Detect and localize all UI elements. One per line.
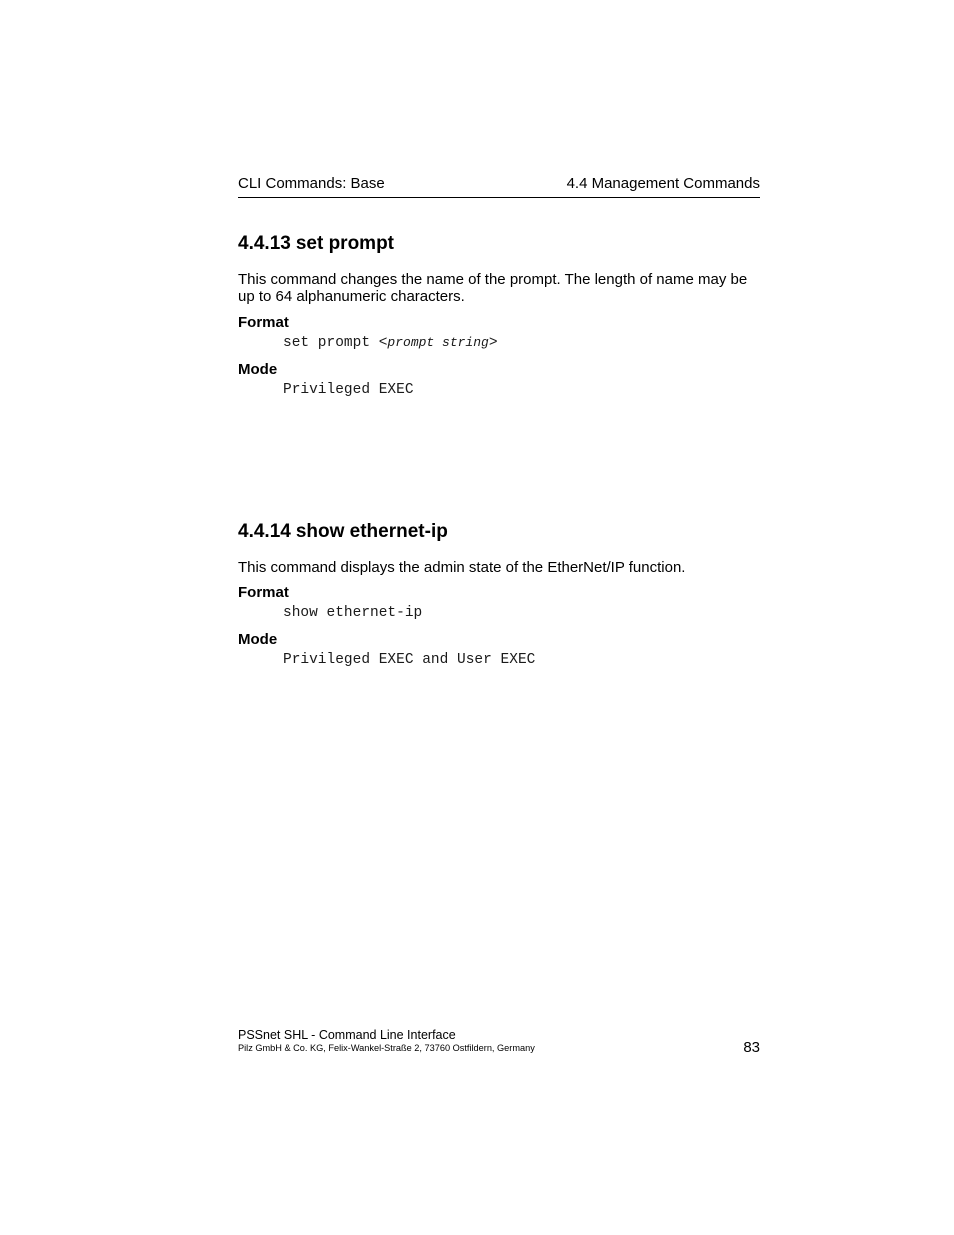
section-title: set prompt xyxy=(295,233,395,254)
section-heading-set-prompt xyxy=(238,233,394,255)
mode-label: Mode xyxy=(238,631,278,648)
mode-label: Mode xyxy=(238,361,278,378)
running-header xyxy=(238,175,760,198)
format-label: Format xyxy=(238,584,289,601)
footer-address: Pilz GmbH & Co. KG, Felix-Wankel-Straße 2, 73760 Ostfildern, Germany xyxy=(238,1043,535,1053)
header-section-title: 4.4 Management Commands xyxy=(566,175,760,192)
format-command-close: > xyxy=(488,335,498,351)
footer-document-title: PSSnet SHL - Command Line Interface xyxy=(238,1028,456,1042)
header-chapter-title: CLI Commands: Base xyxy=(238,175,385,192)
section-description: This command displays the admin state of the EtherNet/IP function. xyxy=(238,559,686,576)
mode-value: Privileged EXEC and User EXEC xyxy=(283,652,536,668)
page-number: 83 xyxy=(743,1039,760,1056)
format-parameter: prompt string xyxy=(387,335,489,350)
section-number: 4.4.13 xyxy=(238,233,291,254)
format-command xyxy=(283,335,498,351)
section-description: This command changes the name of the prompt. The length of name may be up to 64 alphanumeric characters. xyxy=(238,271,748,305)
section-title: show ethernet-ip xyxy=(295,521,448,542)
section-number: 4.4.14 xyxy=(238,521,291,542)
format-command: show ethernet-ip xyxy=(283,605,423,621)
format-label: Format xyxy=(238,314,289,331)
format-command-text: set prompt < xyxy=(283,335,388,351)
section-heading-show-ethernet-ip xyxy=(238,521,448,543)
mode-value: Privileged EXEC xyxy=(283,382,414,398)
